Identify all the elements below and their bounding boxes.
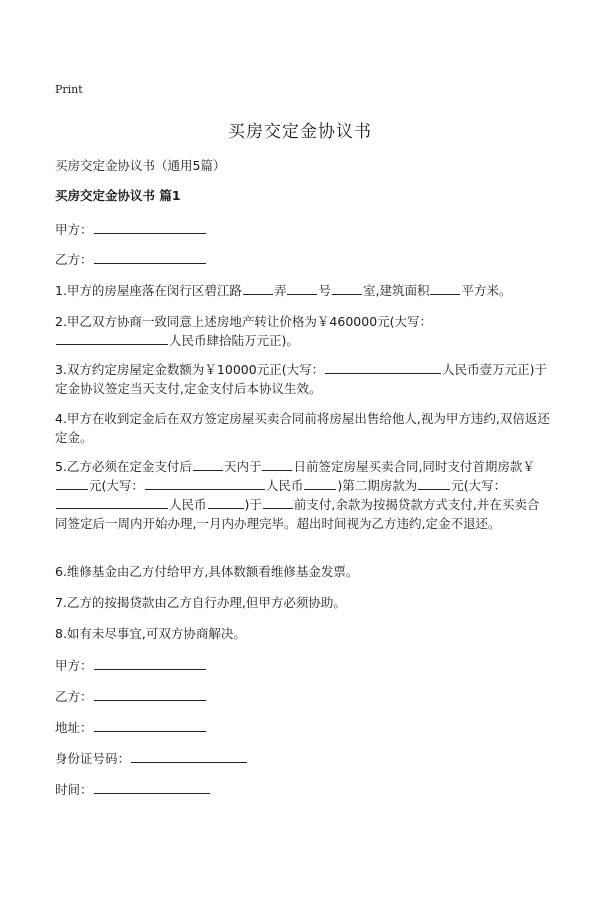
blank [325, 360, 441, 374]
clause1-part-e: 平方米。 [461, 283, 512, 298]
blank [243, 281, 273, 295]
signature-label: 乙方： [55, 689, 93, 704]
signature-party-a [55, 656, 207, 674]
blank [262, 457, 292, 471]
signature-blank [94, 656, 206, 670]
signature-label: 地址： [55, 720, 93, 735]
clause1-part-b: 弄 [273, 283, 287, 298]
clause5-part-f: )第二期房款为 [337, 478, 418, 493]
party-b-label: 乙方： [55, 252, 93, 267]
party-b-top [55, 250, 207, 268]
clause1-part-d: 室,建筑面积 [362, 283, 430, 298]
clause2-part-b: 人民币肆拾陆万元正)。 [169, 333, 299, 348]
blank [263, 495, 293, 509]
signature-id-number [55, 749, 248, 767]
blank [332, 281, 362, 295]
signature-label: 身份证号码： [55, 751, 131, 766]
signature-party-b [55, 687, 207, 705]
clause5-part-i: )于 [244, 497, 262, 512]
print-label[interactable]: Print [55, 83, 83, 96]
blank [193, 457, 223, 471]
document-title: 买房交定金协议书 [228, 122, 372, 142]
clause5-part-d: 元(大写： [89, 478, 144, 493]
clause-7: 7.乙方的按揭贷款由乙方自行办理,但甲方必须协助。 [55, 595, 346, 610]
blank [56, 476, 88, 490]
blank [418, 476, 450, 490]
signature-address [55, 718, 207, 736]
party-a-blank [94, 220, 206, 234]
clause3-part-a: 3.双方约定房屋定金数额为￥10000元正(大写： [55, 362, 325, 377]
signature-date [55, 780, 211, 798]
signature-blank [94, 780, 210, 794]
signature-blank [94, 687, 206, 701]
clause-3 [55, 360, 550, 398]
clause5-part-c: 日前签定房屋买卖合同,同时支付首期房款￥ [293, 459, 535, 474]
party-b-blank [94, 250, 206, 264]
document-subtitle: 买房交定金协议书（通用5篇） [55, 158, 226, 173]
clause-5 [55, 457, 550, 533]
signature-label: 甲方： [55, 658, 93, 673]
blank [430, 281, 460, 295]
clause5-part-e: 人民币 [265, 478, 304, 493]
clause5-part-h: 人民币 [169, 497, 207, 512]
clause-1 [55, 281, 550, 300]
section-heading: 买房交定金协议书 篇1 [55, 188, 181, 203]
clause5-part-j: 前支付,余款为按揭贷款方式支付,并在买卖合同签定后一周内开始办理,一月内办理完毕。超出时间视为乙方违约,定金不退还。 [55, 497, 540, 531]
blank [304, 476, 336, 490]
blank [287, 281, 317, 295]
clause-6: 6.维修基金由乙方付给甲方,具体数额看维修基金发票。 [55, 564, 359, 579]
clause5-part-b: 天内于 [223, 459, 262, 474]
signature-blank [131, 749, 247, 763]
blank [56, 331, 168, 345]
signature-blank [94, 718, 206, 732]
clause-4: 4.甲方在收到定金后在双方签定房屋买卖合同前将房屋出售给他人,视为甲方违约,双倍返还定金。 [55, 411, 550, 445]
clause-8: 8.如有未尽事宜,可双方协商解决。 [55, 626, 246, 641]
clause3-part-b: 人民币壹万元正)于定金协议签定当天支付,定金支付后本协议生效。 [55, 362, 547, 396]
blank [56, 495, 168, 509]
clause1-part-a: 1.甲方的房屋座落在闵行区碧江路 [55, 283, 242, 298]
party-a-top [55, 220, 207, 238]
party-a-label: 甲方： [55, 222, 93, 237]
clause-2 [55, 312, 550, 350]
clause2-part-a: 2.甲乙双方协商一致同意上述房地产转让价格为￥460000元(大写： [55, 314, 433, 329]
blank [145, 476, 265, 490]
clause5-part-g: 元(大写： [451, 478, 507, 493]
clause1-part-c: 号 [318, 283, 331, 298]
blank [208, 495, 244, 509]
clause5-part-a: 5.乙方必须在定金支付后 [55, 459, 192, 474]
signature-label: 时间： [55, 782, 93, 797]
